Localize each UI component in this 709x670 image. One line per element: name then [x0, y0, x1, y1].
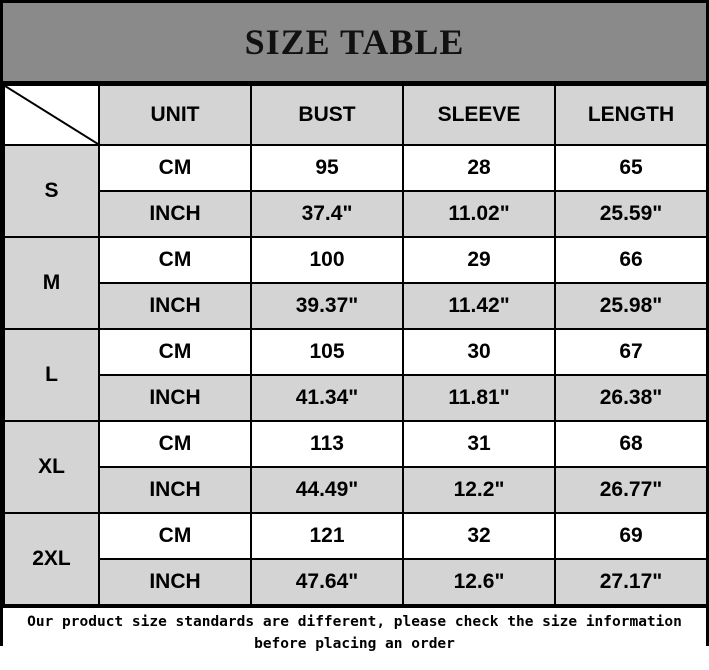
value-length-inch-m: 25.98"	[555, 283, 707, 329]
title-bar	[3, 3, 706, 84]
value-length-cm-s: 65	[555, 145, 707, 191]
value-length-inch-s: 25.59"	[555, 191, 707, 237]
column-header-bust: BUST	[251, 85, 403, 145]
value-sleeve-cm-l: 30	[403, 329, 555, 375]
value-sleeve-cm-s: 28	[403, 145, 555, 191]
size-label-m: M	[4, 237, 99, 329]
corner-diagonal-cell	[4, 85, 99, 145]
table-row	[4, 237, 707, 283]
unit-label-inch: INCH	[99, 467, 251, 513]
value-bust-inch-s: 37.4"	[251, 191, 403, 237]
value-length-cm-m: 66	[555, 237, 707, 283]
value-length-inch-l: 26.38"	[555, 375, 707, 421]
footer-note	[3, 606, 706, 670]
column-header-unit: UNIT	[99, 85, 251, 145]
column-header-length: LENGTH	[555, 85, 707, 145]
footer-note-text: Our product size standards are different, please check the size information before placing an order	[27, 614, 682, 652]
unit-label-cm: CM	[99, 513, 251, 559]
size-label-s: S	[4, 145, 99, 237]
unit-label-inch: INCH	[99, 559, 251, 605]
table-row	[4, 191, 707, 237]
value-length-inch-xl: 26.77"	[555, 467, 707, 513]
value-length-inch-2xl: 27.17"	[555, 559, 707, 605]
table-header-row	[4, 85, 707, 145]
table-row	[4, 467, 707, 513]
table-header	[4, 85, 707, 145]
unit-label-inch: INCH	[99, 283, 251, 329]
value-sleeve-inch-2xl: 12.6"	[403, 559, 555, 605]
value-length-cm-l: 67	[555, 329, 707, 375]
table-body	[4, 145, 707, 605]
size-label-l: L	[4, 329, 99, 421]
value-length-cm-xl: 68	[555, 421, 707, 467]
value-sleeve-inch-l: 11.81"	[403, 375, 555, 421]
value-sleeve-cm-m: 29	[403, 237, 555, 283]
unit-label-cm: CM	[99, 329, 251, 375]
value-bust-inch-m: 39.37"	[251, 283, 403, 329]
table-row	[4, 329, 707, 375]
table-row	[4, 421, 707, 467]
unit-label-inch: INCH	[99, 191, 251, 237]
value-bust-cm-2xl: 121	[251, 513, 403, 559]
unit-label-inch: INCH	[99, 375, 251, 421]
value-bust-cm-s: 95	[251, 145, 403, 191]
table-row	[4, 283, 707, 329]
unit-label-cm: CM	[99, 145, 251, 191]
column-header-sleeve: SLEEVE	[403, 85, 555, 145]
value-bust-cm-l: 105	[251, 329, 403, 375]
value-sleeve-inch-s: 11.02"	[403, 191, 555, 237]
size-label-2xl: 2XL	[4, 513, 99, 605]
value-sleeve-cm-xl: 31	[403, 421, 555, 467]
value-bust-cm-xl: 113	[251, 421, 403, 467]
table-row	[4, 145, 707, 191]
unit-label-cm: CM	[99, 237, 251, 283]
value-bust-inch-xl: 44.49"	[251, 467, 403, 513]
page-title: SIZE TABLE	[244, 22, 465, 62]
diagonal-line-icon	[5, 86, 98, 144]
table-row	[4, 513, 707, 559]
unit-label-cm: CM	[99, 421, 251, 467]
value-sleeve-cm-2xl: 32	[403, 513, 555, 559]
value-sleeve-inch-xl: 12.2"	[403, 467, 555, 513]
table-row	[4, 375, 707, 421]
value-bust-inch-l: 41.34"	[251, 375, 403, 421]
value-bust-inch-2xl: 47.64"	[251, 559, 403, 605]
value-bust-cm-m: 100	[251, 237, 403, 283]
size-chart-table	[3, 84, 708, 606]
table-row	[4, 559, 707, 605]
size-label-xl: XL	[4, 421, 99, 513]
value-sleeve-inch-m: 11.42"	[403, 283, 555, 329]
value-length-cm-2xl: 69	[555, 513, 707, 559]
